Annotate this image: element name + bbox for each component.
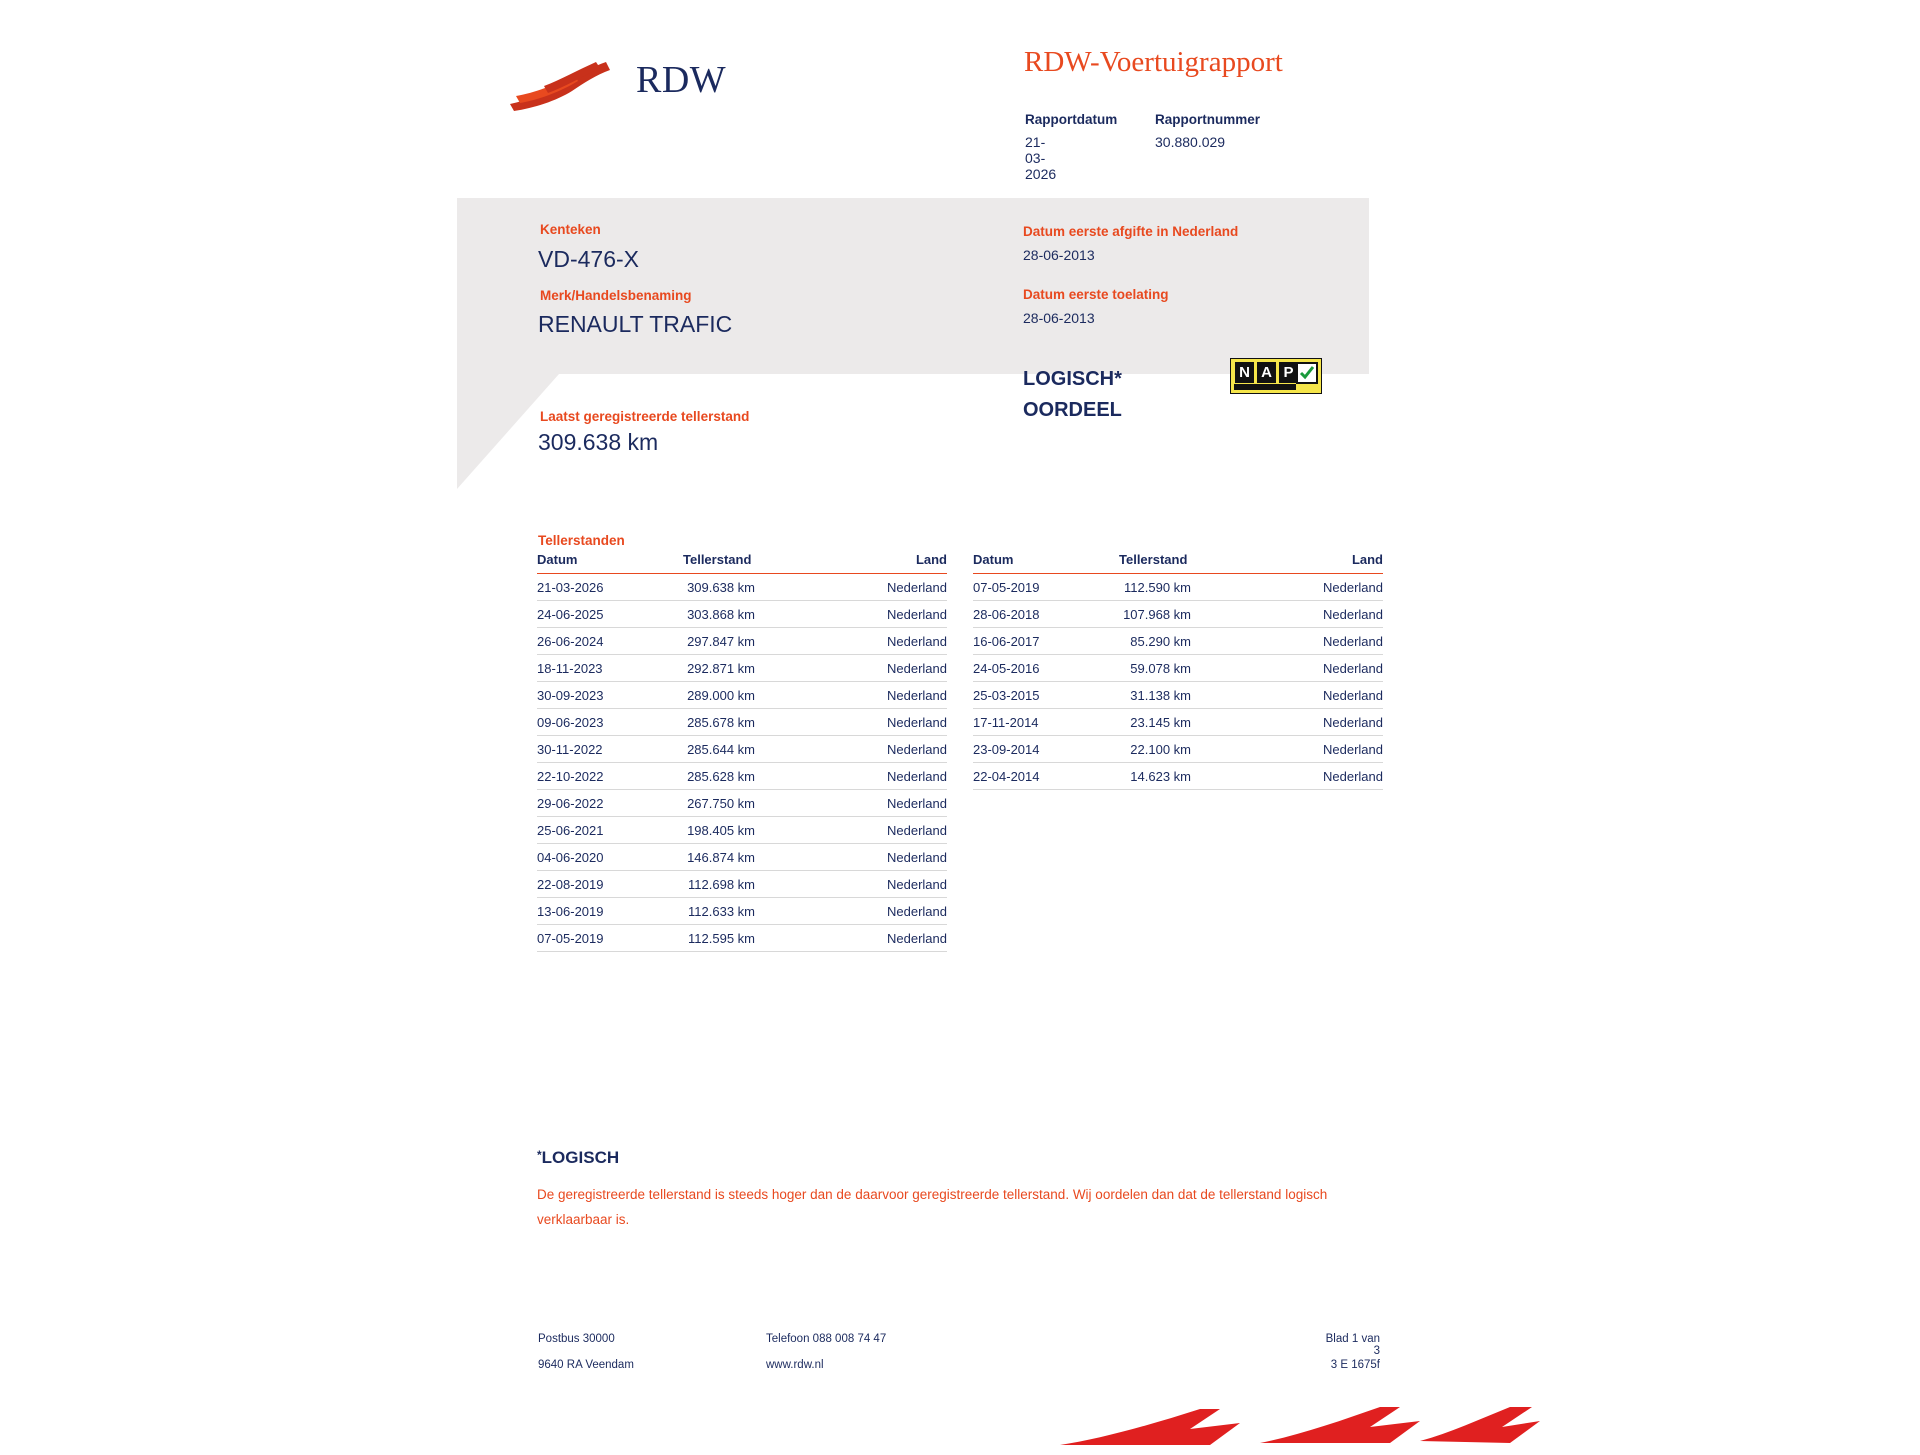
footer-address-line2: 9640 RA Veendam: [538, 1359, 634, 1371]
report-number-label: Rapportnummer: [1155, 112, 1261, 127]
cell-tellerstand: 112.633 km: [661, 898, 841, 925]
table-header-row: [537, 552, 947, 574]
cell-land: Nederland: [841, 817, 947, 844]
table-row: [537, 763, 947, 790]
cell-land: Nederland: [841, 925, 947, 952]
eerste-toelating-label: Datum eerste toelating: [1023, 287, 1169, 302]
cell-datum: 24-06-2025: [537, 601, 661, 628]
cell-datum: 29-06-2022: [537, 790, 661, 817]
footer-phone: Telefoon 088 008 74 47: [766, 1333, 887, 1345]
tellerstanden-table-left: [537, 552, 947, 952]
cell-land: Nederland: [1277, 628, 1383, 655]
table-header-row: [973, 552, 1383, 574]
col-header-tellerstand: Tellerstand: [661, 552, 841, 574]
tellerstanden-table-right: [973, 552, 1383, 790]
cell-tellerstand: 289.000 km: [661, 682, 841, 709]
table-row: [537, 844, 947, 871]
nap-letter-p: P: [1279, 362, 1298, 383]
cell-tellerstand: 31.138 km: [1097, 682, 1277, 709]
cell-datum: 22-10-2022: [537, 763, 661, 790]
cell-datum: 26-06-2024: [537, 628, 661, 655]
rdw-logo: [508, 30, 768, 110]
cell-datum: 07-05-2019: [537, 925, 661, 952]
cell-datum: 07-05-2019: [973, 574, 1097, 601]
cell-tellerstand: 85.290 km: [1097, 628, 1277, 655]
nap-logo: [1230, 358, 1322, 394]
table-row: [537, 736, 947, 763]
laatste-tellerstand-label: Laatst geregistreerde tellerstand: [540, 409, 750, 424]
cell-tellerstand: 285.678 km: [661, 709, 841, 736]
merk-value: RENAULT TRAFIC: [538, 311, 733, 337]
table-row: [537, 709, 947, 736]
nap-bar: [1234, 384, 1296, 390]
kenteken-label: Kenteken: [540, 222, 601, 237]
cell-datum: 04-06-2020: [537, 844, 661, 871]
nap-letter-n: N: [1235, 362, 1254, 383]
footnote-title: [537, 1148, 619, 1168]
footer-address-line1: Postbus 30000: [538, 1333, 615, 1345]
cell-land: Nederland: [841, 871, 947, 898]
cell-datum: 17-11-2014: [973, 709, 1097, 736]
cell-land: Nederland: [1277, 682, 1383, 709]
table-row: [973, 763, 1383, 790]
table-row: [973, 682, 1383, 709]
footnote-title-text: LOGISCH: [541, 1148, 620, 1167]
cell-land: Nederland: [841, 655, 947, 682]
cell-tellerstand: 285.644 km: [661, 736, 841, 763]
cell-tellerstand: 59.078 km: [1097, 655, 1277, 682]
table-row: [537, 601, 947, 628]
cell-tellerstand: 112.590 km: [1097, 574, 1277, 601]
footer-form-code: 3 E 1675f: [1330, 1359, 1380, 1371]
cell-tellerstand: 22.100 km: [1097, 736, 1277, 763]
cell-datum: 23-09-2014: [973, 736, 1097, 763]
cell-datum: 16-06-2017: [973, 628, 1097, 655]
report-date-label: Rapportdatum: [1025, 112, 1118, 127]
table-row: [537, 628, 947, 655]
cell-land: Nederland: [841, 736, 947, 763]
cell-datum: 13-06-2019: [537, 898, 661, 925]
table-row: [973, 601, 1383, 628]
cell-land: Nederland: [841, 628, 947, 655]
col-header-datum: Datum: [973, 552, 1097, 574]
eerste-afgifte-label: Datum eerste afgifte in Nederland: [1023, 224, 1239, 239]
nap-letters: [1235, 362, 1298, 383]
nap-letter-a: A: [1257, 362, 1276, 383]
footnote-body: De geregistreerde tellerstand is steeds hoger dan de daarvoor geregistreerde tellerstand. Wij oordelen dan dat de tellerstand logisch verklaarbaar is.: [537, 1187, 1328, 1227]
cell-tellerstand: 303.868 km: [661, 601, 841, 628]
cell-land: Nederland: [841, 898, 947, 925]
cell-tellerstand: 267.750 km: [661, 790, 841, 817]
footer-page-number: Blad 1 van 3: [1325, 1333, 1380, 1357]
table-row: [973, 709, 1383, 736]
oordeel-line-1: LOGISCH*: [1023, 368, 1122, 390]
cell-datum: 21-03-2026: [537, 574, 661, 601]
report-title: RDW-Voertuigrapport: [1024, 46, 1283, 78]
cell-tellerstand: 297.847 km: [661, 628, 841, 655]
check-icon: [1296, 362, 1318, 384]
cell-tellerstand: 146.874 km: [661, 844, 841, 871]
cell-land: Nederland: [1277, 655, 1383, 682]
table-row: [973, 736, 1383, 763]
cell-tellerstand: 107.968 km: [1097, 601, 1277, 628]
tellerstanden-title: Tellerstanden: [538, 533, 625, 548]
cell-datum: 22-08-2019: [537, 871, 661, 898]
eerste-afgifte-value: 28-06-2013: [1023, 247, 1095, 263]
col-header-tellerstand: Tellerstand: [1097, 552, 1277, 574]
table-row: [537, 682, 947, 709]
kenteken-value: VD-476-X: [538, 246, 639, 272]
logo-wordmark: RDW: [636, 59, 727, 101]
rdw-logo-icon: [508, 56, 618, 114]
table-row: [973, 628, 1383, 655]
col-header-datum: Datum: [537, 552, 661, 574]
cell-land: Nederland: [841, 601, 947, 628]
cell-land: Nederland: [841, 844, 947, 871]
eerste-toelating-value: 28-06-2013: [1023, 310, 1095, 326]
cell-land: Nederland: [1277, 736, 1383, 763]
report-number-value: 30.880.029: [1155, 134, 1226, 150]
cell-land: Nederland: [841, 574, 947, 601]
col-header-land: Land: [841, 552, 947, 574]
table-body-right: [973, 574, 1383, 790]
table-body-left: [537, 574, 947, 952]
oordeel-block: [1023, 364, 1203, 426]
table-row: [973, 655, 1383, 682]
laatste-tellerstand-value: 309.638 km: [538, 429, 659, 455]
table-row: [537, 898, 947, 925]
table-row: [537, 871, 947, 898]
cell-datum: 22-04-2014: [973, 763, 1097, 790]
merk-label: Merk/Handelsbenaming: [540, 288, 692, 303]
table-row: [537, 790, 947, 817]
cell-datum: 25-06-2021: [537, 817, 661, 844]
cell-tellerstand: 14.623 km: [1097, 763, 1277, 790]
cell-land: Nederland: [841, 682, 947, 709]
table-row: [537, 574, 947, 601]
table-row: [537, 925, 947, 952]
cell-land: Nederland: [1277, 709, 1383, 736]
cell-tellerstand: 198.405 km: [661, 817, 841, 844]
cell-datum: 25-03-2015: [973, 682, 1097, 709]
cell-datum: 28-06-2018: [973, 601, 1097, 628]
cell-datum: 18-11-2023: [537, 655, 661, 682]
footer-website[interactable]: www.rdw.nl: [766, 1359, 824, 1371]
cell-datum: 30-11-2022: [537, 736, 661, 763]
cell-datum: 30-09-2023: [537, 682, 661, 709]
table-row: [537, 817, 947, 844]
cell-datum: 24-05-2016: [973, 655, 1097, 682]
cell-tellerstand: 292.871 km: [661, 655, 841, 682]
cell-land: Nederland: [1277, 574, 1383, 601]
footnote-star: *: [537, 1148, 542, 1162]
cell-land: Nederland: [841, 709, 947, 736]
cell-tellerstand: 112.698 km: [661, 871, 841, 898]
oordeel-line-2: OORDEEL: [1023, 399, 1122, 421]
table-row: [537, 655, 947, 682]
cell-tellerstand: 309.638 km: [661, 574, 841, 601]
cell-tellerstand: 112.595 km: [661, 925, 841, 952]
cell-land: Nederland: [1277, 763, 1383, 790]
cell-land: Nederland: [1277, 601, 1383, 628]
bottom-decorative-graphic: [1040, 1395, 1540, 1455]
cell-land: Nederland: [841, 763, 947, 790]
report-date-value: 21-03-2026: [1025, 134, 1057, 182]
cell-tellerstand: 285.628 km: [661, 763, 841, 790]
cell-tellerstand: 23.145 km: [1097, 709, 1277, 736]
cell-land: Nederland: [841, 790, 947, 817]
cell-datum: 09-06-2023: [537, 709, 661, 736]
col-header-land: Land: [1277, 552, 1383, 574]
table-row: [973, 574, 1383, 601]
